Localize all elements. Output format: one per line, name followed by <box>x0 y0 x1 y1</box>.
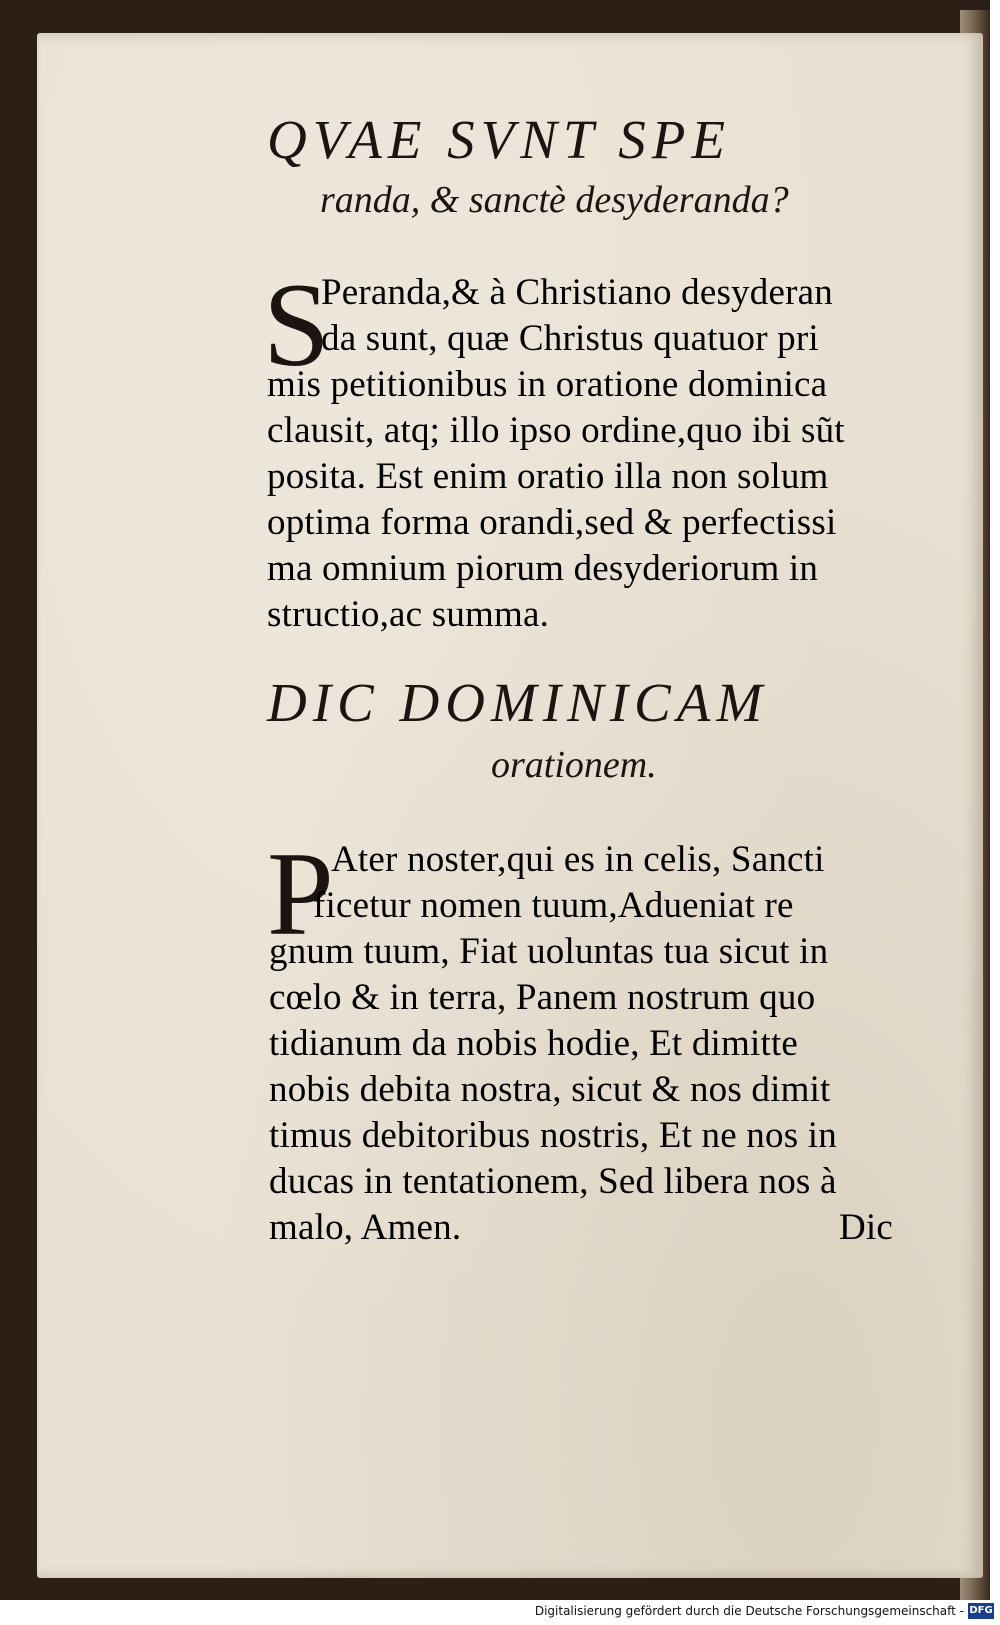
paragraph2-line: cœlo & in terra, Panem nostrum quo <box>269 977 816 1018</box>
catchword: Dic <box>839 1207 894 1248</box>
paragraph2-line: nobis debita nostra, sicut & nos dimit <box>269 1069 831 1110</box>
footer-credit: Digitalisierung gefördert durch die Deutsche Forschungsgemeinschaft - <box>534 1604 964 1618</box>
paragraph1-line: clausit, atq; illo ipso ordine,quo ibi sũt <box>267 410 845 451</box>
paragraph1-line: da sunt, quæ Christus quatuor pri <box>321 318 819 359</box>
paragraph1-line: mis petitionibus in oratione dominica <box>267 364 828 405</box>
heading1-line2: randa, & sanctè desyderanda? <box>320 179 789 221</box>
paragraph2-line: timus debitoribus nostris, Et ne nos in <box>269 1115 837 1156</box>
paragraph2-line: gnum tuum, Fiat uoluntas tua sicut in <box>269 931 829 972</box>
paragraph1-line: structio,ac summa. <box>267 594 550 635</box>
book-page <box>37 33 983 1578</box>
dropcap-s: S <box>263 258 330 391</box>
paragraph2-line: Ater noster,qui es in celis, Sancti <box>331 839 825 880</box>
paragraph2-line: tidianum da nobis hodie, Et dimitte <box>269 1023 799 1064</box>
paragraph1-line: optima forma orandi,sed & perfectissi <box>267 502 837 543</box>
heading2-line1: DIC DOMINICAM <box>267 672 769 733</box>
paragraph1-line: Peranda,& à Christiano desyderan <box>321 272 833 313</box>
dropcap-p: P <box>267 827 334 960</box>
paragraph2-line: malo, Amen. <box>269 1207 462 1248</box>
paragraph2-line: ducas in tentationem, Sed libera nos à <box>269 1161 837 1202</box>
heading1-line1: QVAE SVNT SPE <box>267 109 731 170</box>
digitization-footer <box>0 1600 1000 1625</box>
heading2-line2: orationem. <box>491 744 657 786</box>
paragraph1-line: ma omnium piorum desyderiorum in <box>267 548 819 589</box>
paragraph2-line: ficetur nomen tuum,Adueniat re <box>313 885 794 926</box>
paragraph1-line: posita. Est enim oratio illa non solum <box>267 456 829 497</box>
dfg-logo: DFG <box>968 1603 994 1619</box>
